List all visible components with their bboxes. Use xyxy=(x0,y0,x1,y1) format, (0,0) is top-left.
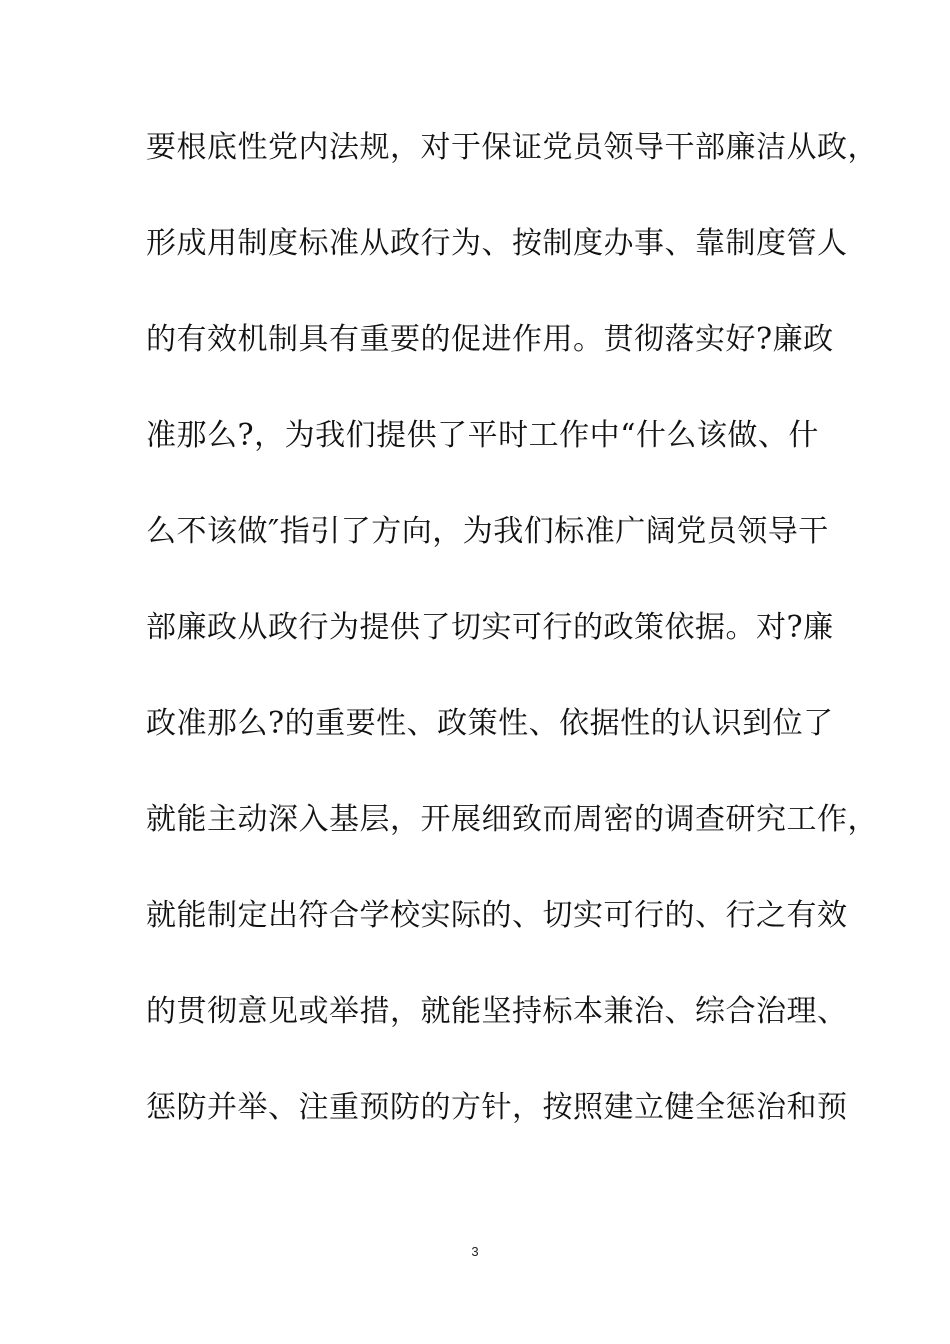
text-line: 要根底性党内法规，对于保证党员领导干部廉洁从政， xyxy=(146,130,878,165)
text-line: 就能主动深入基层，开展细致而周密的调查研究工作， xyxy=(146,802,878,837)
page-number: 3 xyxy=(471,1244,479,1259)
text-line: 部廉政从政行为提供了切实可行的政策依据。对?廉 xyxy=(146,610,834,645)
text-line: 的贯彻意见或举措，就能坚持标本兼治、综合治理、 xyxy=(146,994,848,1029)
text-line: 惩防并举、注重预防的方针，按照建立健全惩治和预 xyxy=(146,1090,848,1125)
text-line: 么不该做″指引了方向，为我们标准广阔党员领导干 xyxy=(146,514,829,549)
text-line: 就能制定出符合学校实际的、切实可行的、行之有效 xyxy=(146,898,848,933)
text-line: 的有效机制具有重要的促进作用。贯彻落实好?廉政 xyxy=(146,322,834,357)
text-line: 形成用制度标准从政行为、按制度办事、靠制度管人 xyxy=(146,226,848,261)
text-line: 政准那么?的重要性、政策性、依据性的认识到位了 xyxy=(146,706,834,741)
text-line: 准那么?，为我们提供了平时工作中“什么该做、什 xyxy=(146,418,819,453)
body-text xyxy=(146,118,878,1174)
